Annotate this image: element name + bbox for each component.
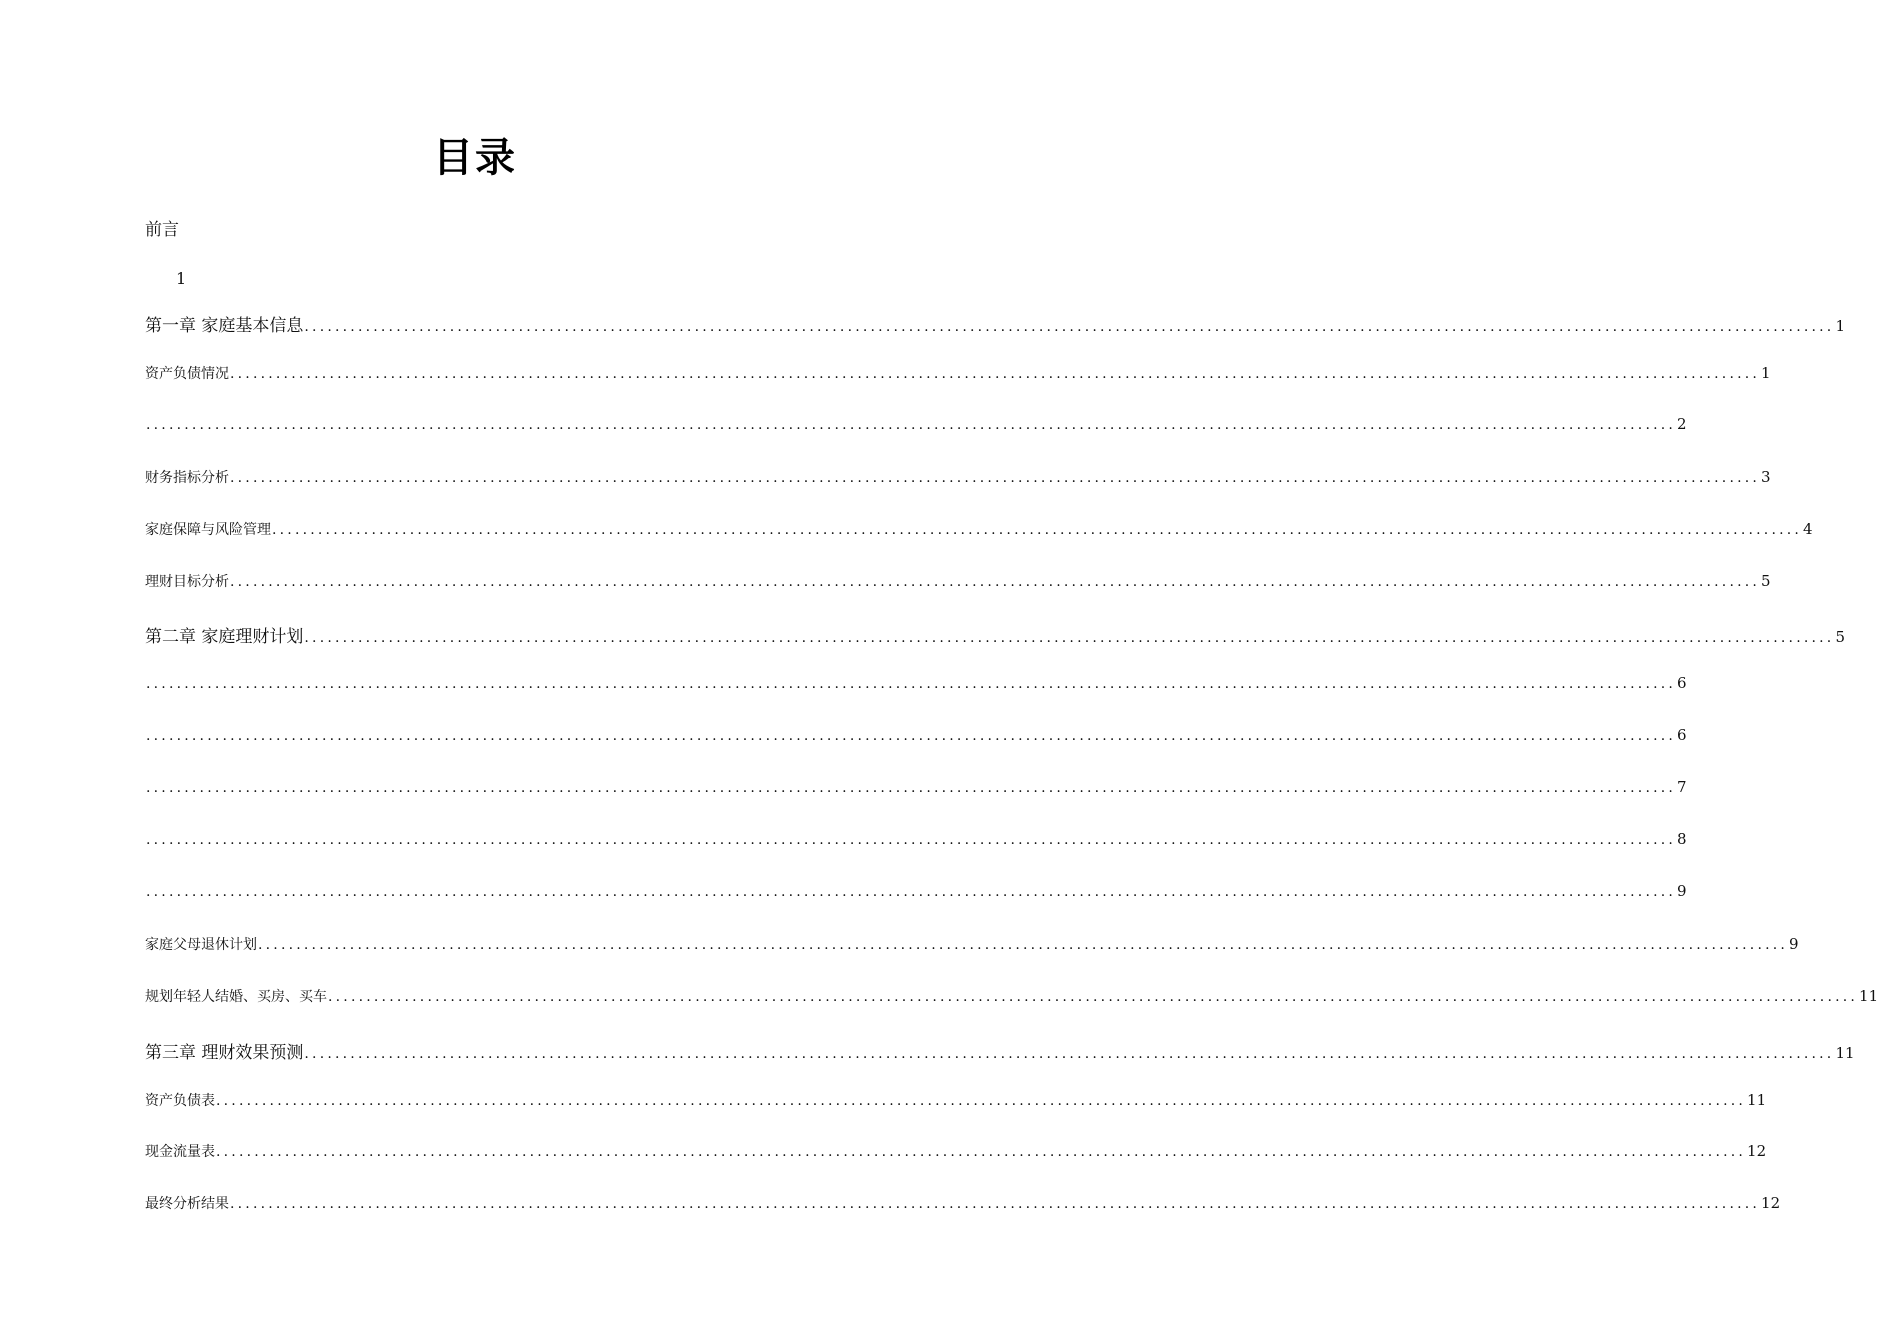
toc-dot-leader: ........................................................................................................................................................................................................ xyxy=(258,936,1789,953)
toc-entry-page-number: 11 xyxy=(1859,986,1878,1005)
toc-dot-leader: ........................................................................................................................................................................................................ xyxy=(230,573,1761,590)
toc-entry-label: 第三章 理财效果预测 xyxy=(145,1042,304,1063)
toc-entry[interactable] xyxy=(145,363,1771,383)
toc-dot-leader: ........................................................................................................................................................................................................ xyxy=(146,883,1677,900)
toc-entry-label: 资产负债表 xyxy=(145,1092,215,1109)
toc-entry[interactable] xyxy=(145,674,1687,693)
toc-entry-page-number: 11 xyxy=(1835,1043,1855,1062)
toc-entry-page-number: 5 xyxy=(1835,628,1845,647)
toc-entry-page-number: 3 xyxy=(1761,467,1771,486)
toc-entry[interactable] xyxy=(145,934,1799,954)
toc-dot-leader: ........................................................................................................................................................................................................ xyxy=(216,1144,1747,1161)
toc-entry[interactable] xyxy=(145,1038,1855,1063)
toc-dot-leader: ........................................................................................................................................................................................................ xyxy=(146,676,1677,693)
toc-entry-label: 资产负债情况 xyxy=(145,365,229,382)
toc-entry-label: 最终分析结果 xyxy=(145,1196,229,1213)
toc-entry[interactable] xyxy=(145,1090,1767,1110)
toc-dot-leader: ........................................................................................................................................................................................................ xyxy=(230,365,1761,382)
toc-entry[interactable] xyxy=(145,571,1771,591)
preface-label: 前言 xyxy=(145,220,179,240)
toc-dot-leader: ........................................................................................................................................................................................................ xyxy=(146,728,1677,745)
toc-dot-leader: ........................................................................................................................................................................................................ xyxy=(216,1092,1747,1109)
toc-entry[interactable] xyxy=(145,881,1687,900)
toc-entry[interactable] xyxy=(145,778,1687,797)
toc-entry[interactable] xyxy=(145,1141,1767,1161)
toc-entry-label: 财务指标分析 xyxy=(145,469,229,486)
toc-entry[interactable] xyxy=(145,1193,1781,1213)
toc-dot-leader: ........................................................................................................................................................................................................ xyxy=(328,988,1859,1005)
toc-entry[interactable] xyxy=(145,414,1687,433)
toc-entry-label: 家庭父母退休计划 xyxy=(145,936,257,953)
toc-entry[interactable] xyxy=(145,622,1845,648)
toc-dot-leader: ........................................................................................................................................................................................................ xyxy=(304,319,1835,335)
toc-entry-page-number: 8 xyxy=(1677,830,1687,848)
toc-entry-label: 规划年轻人结婚、买房、买车 xyxy=(145,988,327,1005)
toc-dot-leader: ........................................................................................................................................................................................................ xyxy=(272,521,1803,538)
toc-dot-leader: ........................................................................................................................................................................................................ xyxy=(230,469,1761,486)
toc-entry-label: 现金流量表 xyxy=(145,1144,215,1161)
toc-dot-leader: ........................................................................................................................................................................................................ xyxy=(230,1196,1761,1213)
toc-entry-page-number: 1 xyxy=(1835,317,1845,335)
toc-entry-page-number: 6 xyxy=(1677,674,1687,693)
toc-entry[interactable] xyxy=(145,311,1845,336)
toc-entry-page-number: 7 xyxy=(1677,778,1687,797)
toc-entry-page-number: 12 xyxy=(1747,1142,1767,1161)
toc-entry-page-number: 11 xyxy=(1747,1090,1767,1109)
toc-entry-page-number: 6 xyxy=(1677,726,1687,745)
toc-entry-page-number: 9 xyxy=(1677,881,1687,900)
toc-entry-page-number: 2 xyxy=(1677,414,1687,433)
toc-entry-page-number: 4 xyxy=(1803,519,1813,538)
toc-dot-leader: ........................................................................................................................................................................................................ xyxy=(146,416,1677,433)
toc-entry-page-number: 9 xyxy=(1789,934,1799,953)
toc-dot-leader: ........................................................................................................................................................................................................ xyxy=(146,780,1677,797)
toc-entry-label: 理财目标分析 xyxy=(145,573,229,590)
toc-entry[interactable] xyxy=(145,986,1878,1006)
page-title: 目录 xyxy=(433,135,517,181)
toc-entry-label: 家庭保障与风险管理 xyxy=(145,521,271,538)
toc-entry-page-number: 12 xyxy=(1761,1194,1781,1213)
toc-entry-page-number: 5 xyxy=(1761,571,1771,590)
toc-entry-label: 第二章 家庭理财计划 xyxy=(145,627,304,648)
toc-dot-leader: ........................................................................................................................................................................................................ xyxy=(304,1045,1835,1062)
toc-dot-leader: ........................................................................................................................................................................................................ xyxy=(304,630,1835,647)
toc-dot-leader: ........................................................................................................................................................................................................ xyxy=(146,832,1677,848)
toc-entry-label: 第一章 家庭基本信息 xyxy=(145,316,304,336)
toc-entry[interactable] xyxy=(145,519,1813,539)
preface-page-number: 1 xyxy=(176,269,187,288)
toc-entry-page-number: 1 xyxy=(1761,363,1771,382)
toc-entry[interactable] xyxy=(145,467,1771,487)
toc-entry[interactable] xyxy=(145,830,1687,848)
toc-entry[interactable] xyxy=(145,726,1687,745)
